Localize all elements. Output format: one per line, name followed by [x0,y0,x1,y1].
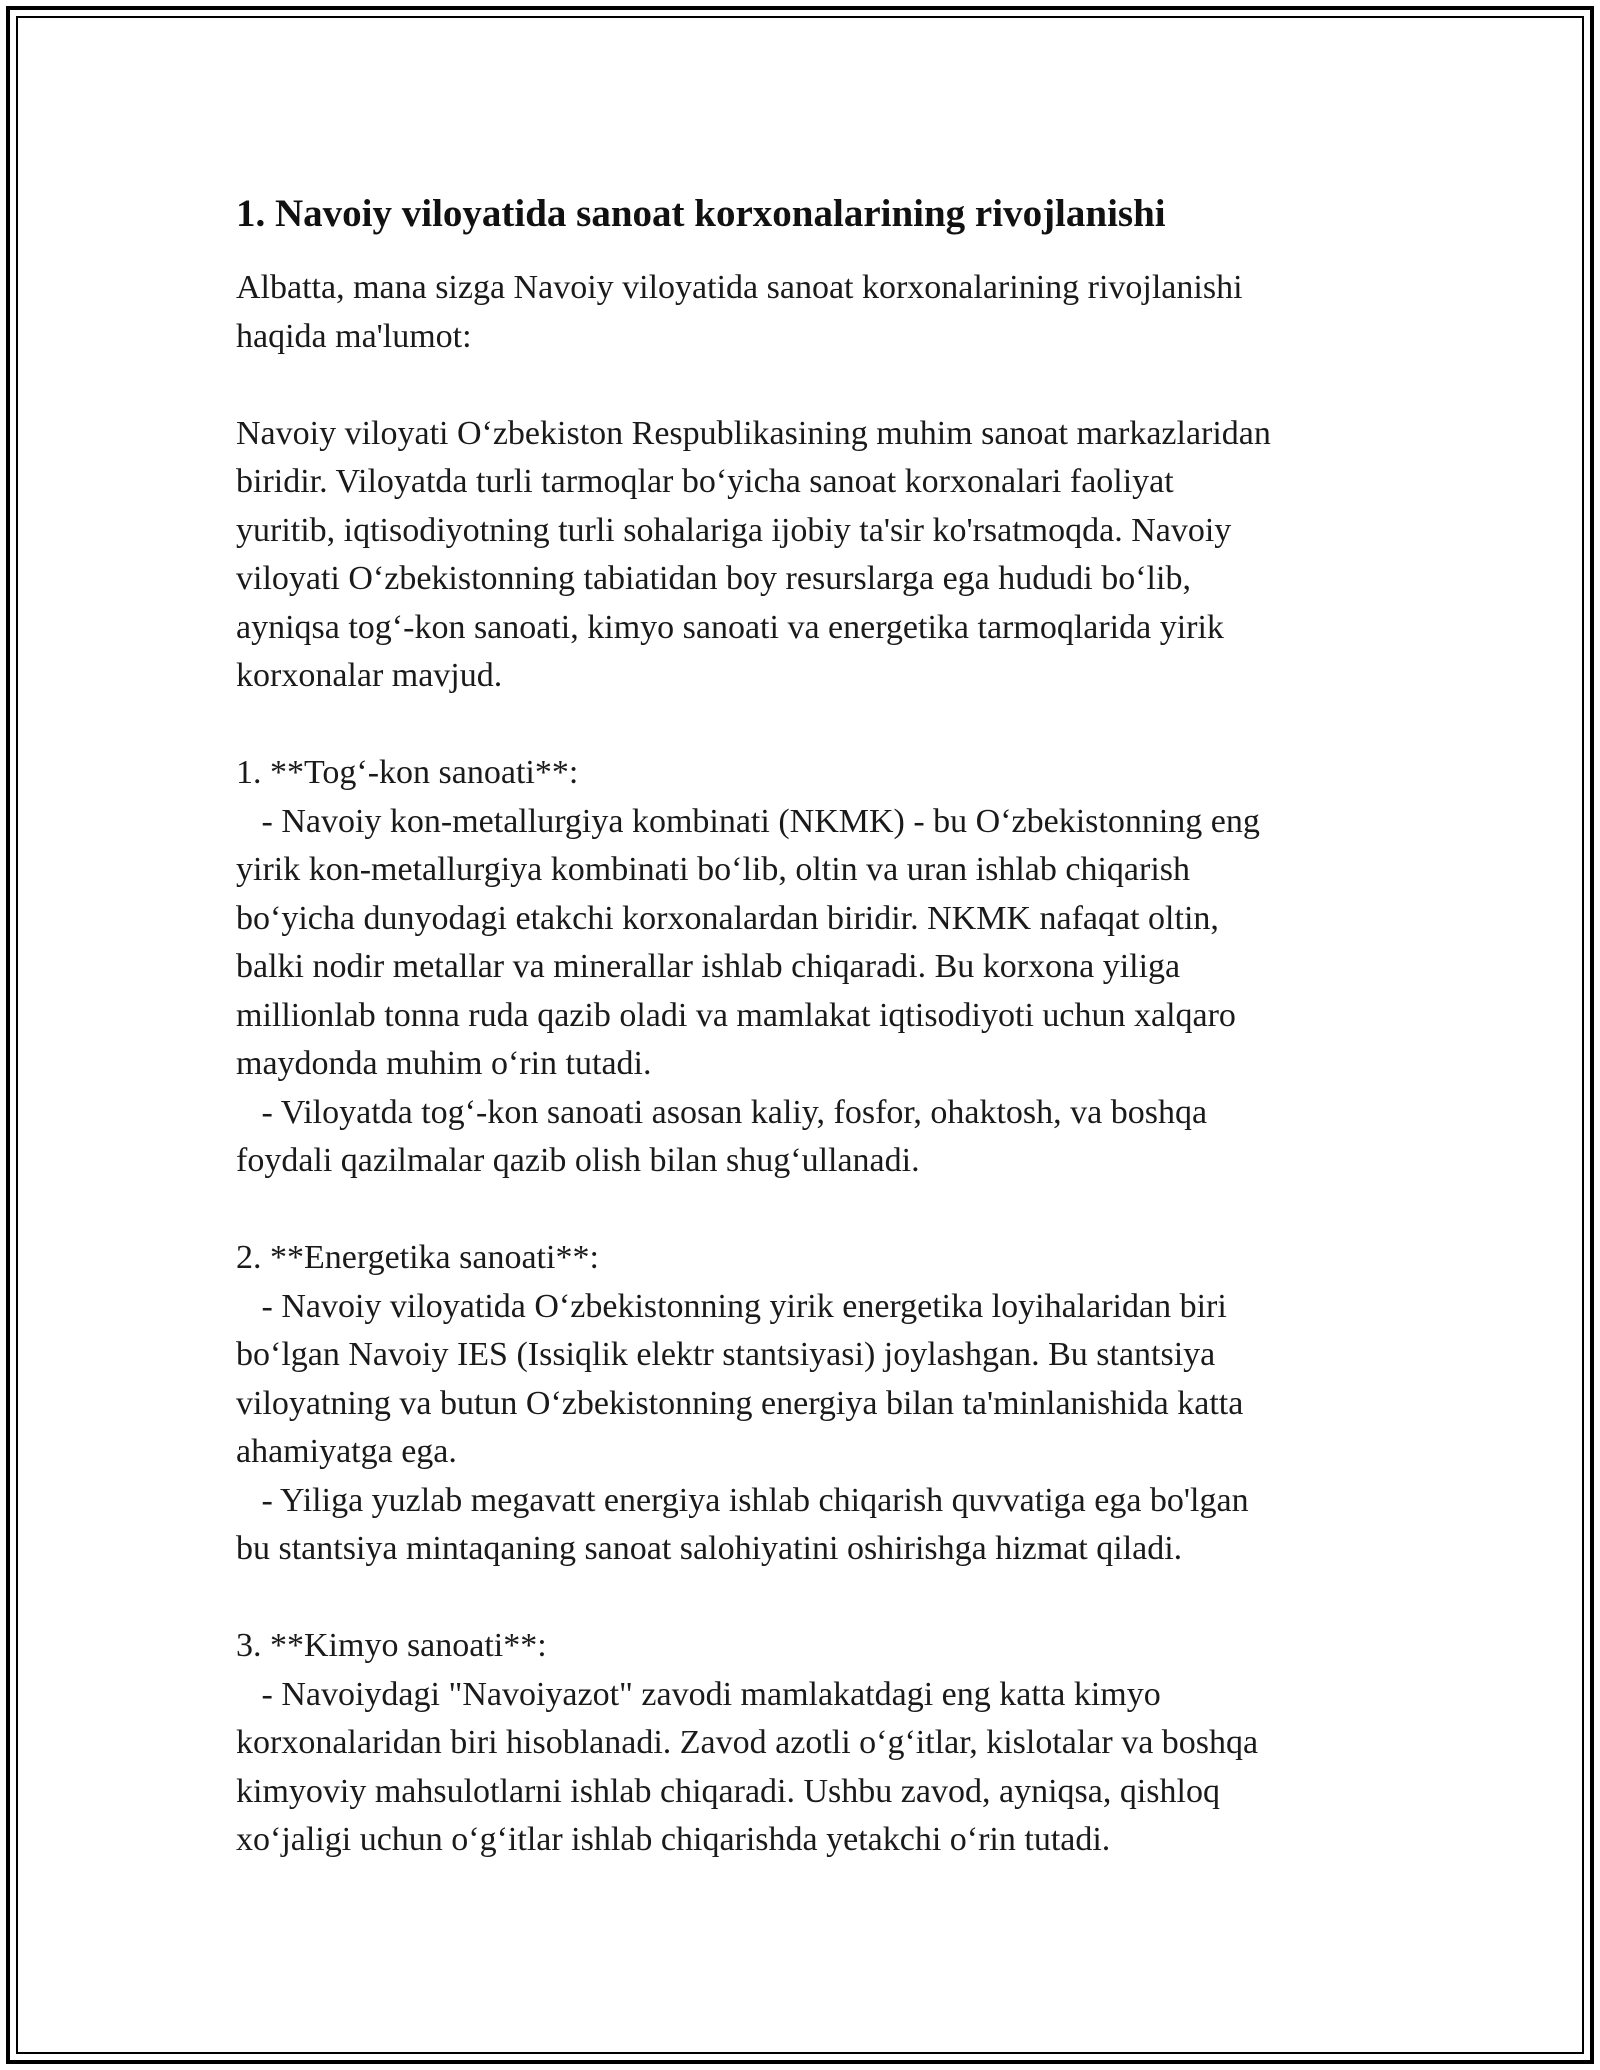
document-body: Albatta, mana sizga Navoiy viloyatida sanoat korxonalarining rivojlanishi haqida ma'lumot: Navoiy viloyati O‘zbekiston Respublikasining muhim sanoat markazlaridan biridir. Viloyatda turli tarmoqlar bo‘yicha sanoat korxonalari faoliyat yuritib, iqtisodiyotning turli sohalariga ijobiy ta'sir ko'rsatmoqda. Navoiy viloyati O‘zbekistonning tabiatidan boy resurslarga ega hududi bo‘lib, ayniqsa tog‘-kon sanoati, kimyo sanoati va energetika tarmoqlarida yirik korxonalar mavjud. 1. **Tog‘-kon sanoati**: - Navoiy kon-metallurgiya kombinati (NKMK) - bu O‘zbekistonning eng yirik kon-metallurgiya kombinati bo‘lib, oltin va uran ishlab chiqarish bo‘yicha dunyodagi etakchi korxonalardan biridir. NKMK nafaqat oltin, balki nodir metallar va minerallar ishlab chiqaradi. Bu korxona yiliga millionlab tonna ruda qazib oladi va mamlakat iqtisodiyoti uchun xalqaro maydonda muhim o‘rin tutadi. - Viloyatda tog‘-kon sanoati asosan kaliy, fosfor, ohaktosh, va boshqa foydali qazilmalar qazib olish bilan shug‘ullanadi. 2. **Energetika sanoati**: - Navoiy viloyatida O‘zbekistonning yirik energetika loyihalaridan biri bo‘lgan Navoiy IES (Issiqlik elektr stantsiyasi) joylashgan. Bu stantsiya viloyatning va butun O‘zbekistonning energiya bilan ta'minlanishida katta ahamiyatga ega. - Yiliga yuzlab megavatt energiya ishlab chiqarish quvvatiga ega bo'lgan bu stantsiya mintaqaning sanoat salohiyatini oshirishga hizmat qiladi. 3. **Kimyo sanoati**: - Navoiydagi "Navoiyazot" zavodi mamlakatdagi eng katta kimyo korxonalaridan biri hisoblanadi. Zavod azotli o‘g‘itlar, kislotalar va boshqa kimyoviy mahsulotlarni ishlab chiqaradi. Ushbu zavod, ayniqsa, qishloq xo‘jaligi uchun o‘g‘itlar ishlab chiqarishda yetakchi o‘rin tutadi. [236,269,1271,1858]
document-title: 1. Navoiy viloyatida sanoat korxonalarining rivojlanishi [236,192,1166,235]
document-content [236,188,1376,1865]
